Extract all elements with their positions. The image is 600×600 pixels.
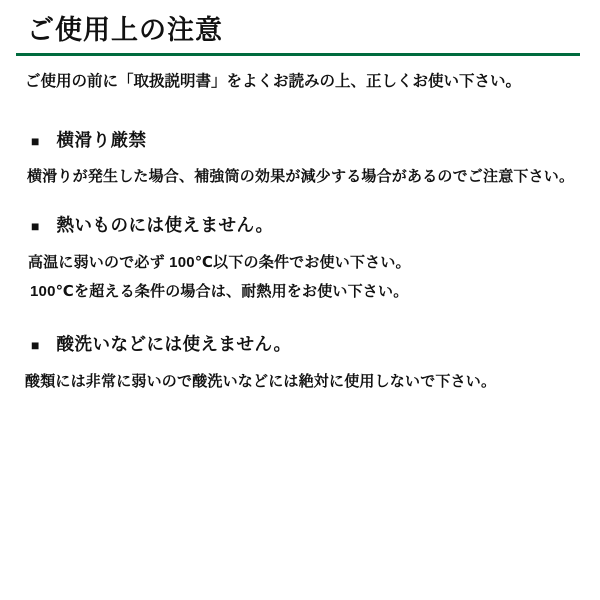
section-heading: 熱いものには使えません。 xyxy=(56,215,274,235)
square-bullet-icon: ■ xyxy=(31,217,40,234)
section-no-lateral-slip xyxy=(25,131,580,186)
section-heading: 横滑り厳禁 xyxy=(56,130,147,150)
section-heading-row xyxy=(25,131,580,150)
title-underline xyxy=(16,53,580,56)
section-body-line: 横滑りが発生した場合、補強筒の効果が減少する場合があるのでご注意下さい。 xyxy=(27,168,575,185)
square-bullet-icon: ■ xyxy=(31,132,40,149)
section-body-line: 100℃を超える条件の場合は、耐熱用をお使い下さい。 xyxy=(30,283,409,300)
square-bullet-icon: ■ xyxy=(31,336,40,353)
page-title: ご使用上の注意 xyxy=(27,15,223,45)
section-heading-row xyxy=(25,335,580,354)
section-no-hot-items xyxy=(25,216,580,301)
section-body-line: 酸類には非常に弱いので酸洗いなどには絶対に使用しないで下さい。 xyxy=(25,373,497,390)
section-heading: 酸洗いなどには使えません。 xyxy=(56,334,292,354)
section-no-acid-wash xyxy=(25,335,580,391)
section-heading-row xyxy=(25,216,580,235)
section-body-line: 高温に弱いので必ず 100℃以下の条件でお使い下さい。 xyxy=(28,254,411,271)
intro-text: ご使用の前に「取扱説明書」をよくお読みの上、正しくお使い下さい。 xyxy=(25,73,522,90)
